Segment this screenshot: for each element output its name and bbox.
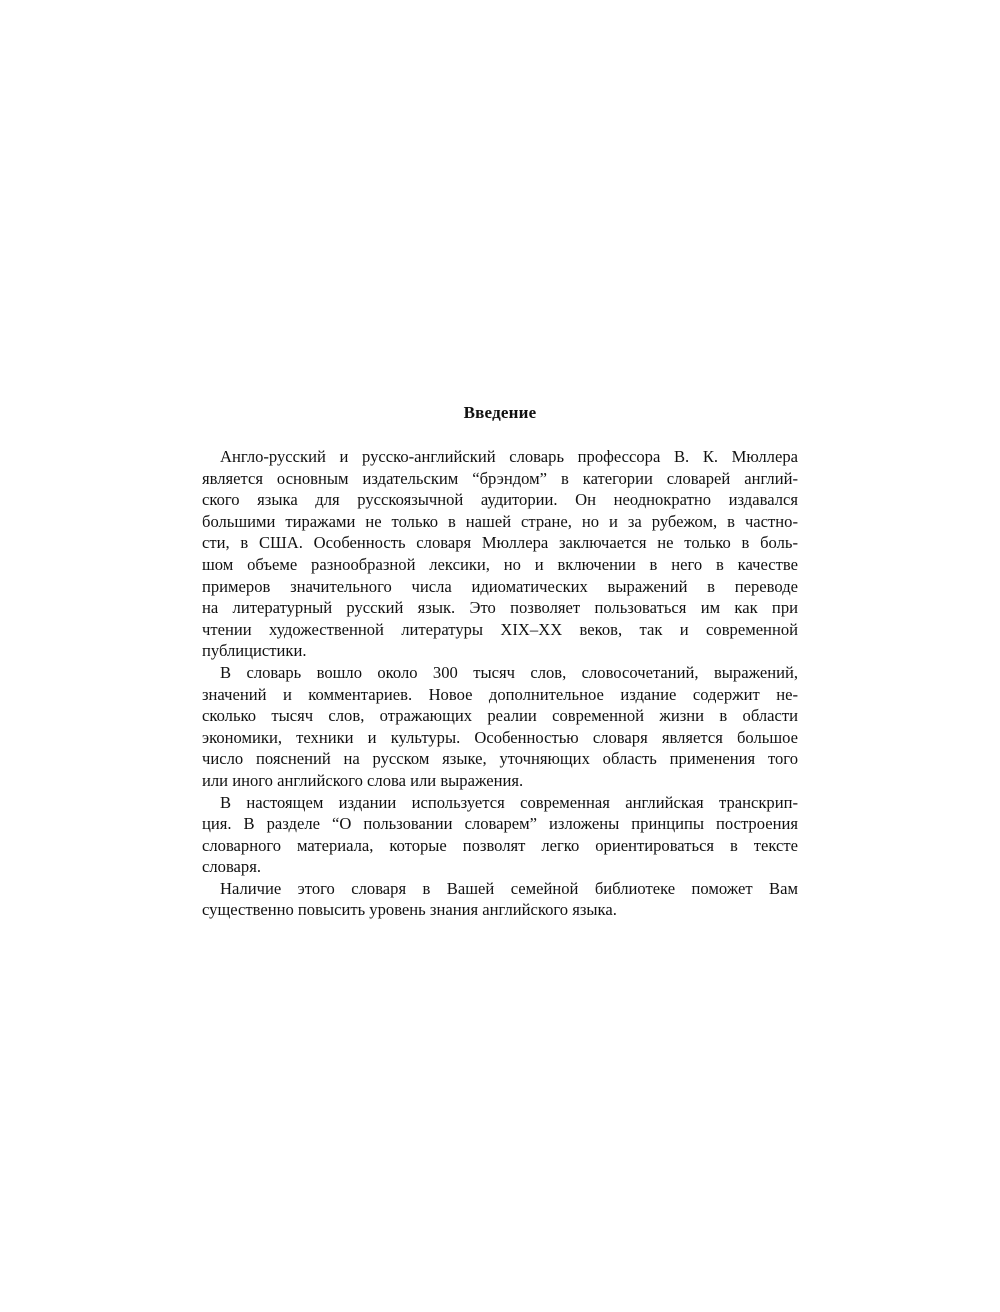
- text-line: существенно повысить уровень знания английского языка.: [202, 900, 617, 920]
- text-line: публицистики.: [202, 641, 307, 661]
- text-line: ция. В разделе “О пользовании словарем” изложены принципы построения: [202, 814, 798, 834]
- text-line: примеров значительного числа идиоматических выражений в переводе: [202, 576, 798, 596]
- text-line: В настоящем издании используется современная английская транскрип-: [220, 792, 798, 812]
- text-line: экономики, техники и культуры. Особенностью словаря является большое: [202, 727, 798, 747]
- text-line: словаря.: [202, 857, 262, 877]
- text-line: ского языка для русскоязычной аудитории. Он неоднократно издавался: [202, 490, 798, 510]
- text-line: значений и комментариев. Новое дополнительное издание содержит не-: [202, 684, 798, 704]
- text-line: Наличие этого словаря в Вашей семейной библиотеке поможет Вам: [220, 878, 798, 898]
- text-line: или иного английского слова или выражения.: [202, 770, 524, 790]
- text-line: чтении художественной литературы XIX–XX веков, так и современной: [202, 619, 798, 639]
- paragraph-1: [202, 446, 798, 662]
- text-line: В словарь вошло около 300 тысяч слов, словосочетаний, выражений,: [220, 662, 798, 682]
- text-line: сколько тысяч слов, отражающих реалии современной жизни в области: [202, 706, 798, 726]
- paragraph-4: [202, 878, 798, 921]
- text-line: большими тиражами не только в нашей стране, но и за рубежом, в частно-: [202, 511, 798, 531]
- text-line: является основным издательским “брэндом” в категории словарей англий-: [202, 468, 798, 488]
- page-title: Введение: [463, 403, 537, 422]
- text-line: число пояснений на русском языке, уточняющих область применения того: [202, 749, 798, 769]
- text-line: Англо-русский и русско-английский словарь профессора В. К. Мюллера: [220, 447, 798, 466]
- introduction-section: [202, 402, 798, 921]
- text-line: словарного материала, которые позволят легко ориентироваться в тексте: [202, 835, 798, 855]
- text-line: сти, в США. Особенность словаря Мюллера заключается не только в боль-: [202, 533, 798, 553]
- text-line: на литературный русский язык. Это позволяет пользоваться им как при: [202, 598, 798, 618]
- paragraph-2: [202, 662, 798, 792]
- paragraph-3: [202, 792, 798, 878]
- text-line: шом объеме разнообразной лексики, но и включении в него в качестве: [202, 554, 798, 574]
